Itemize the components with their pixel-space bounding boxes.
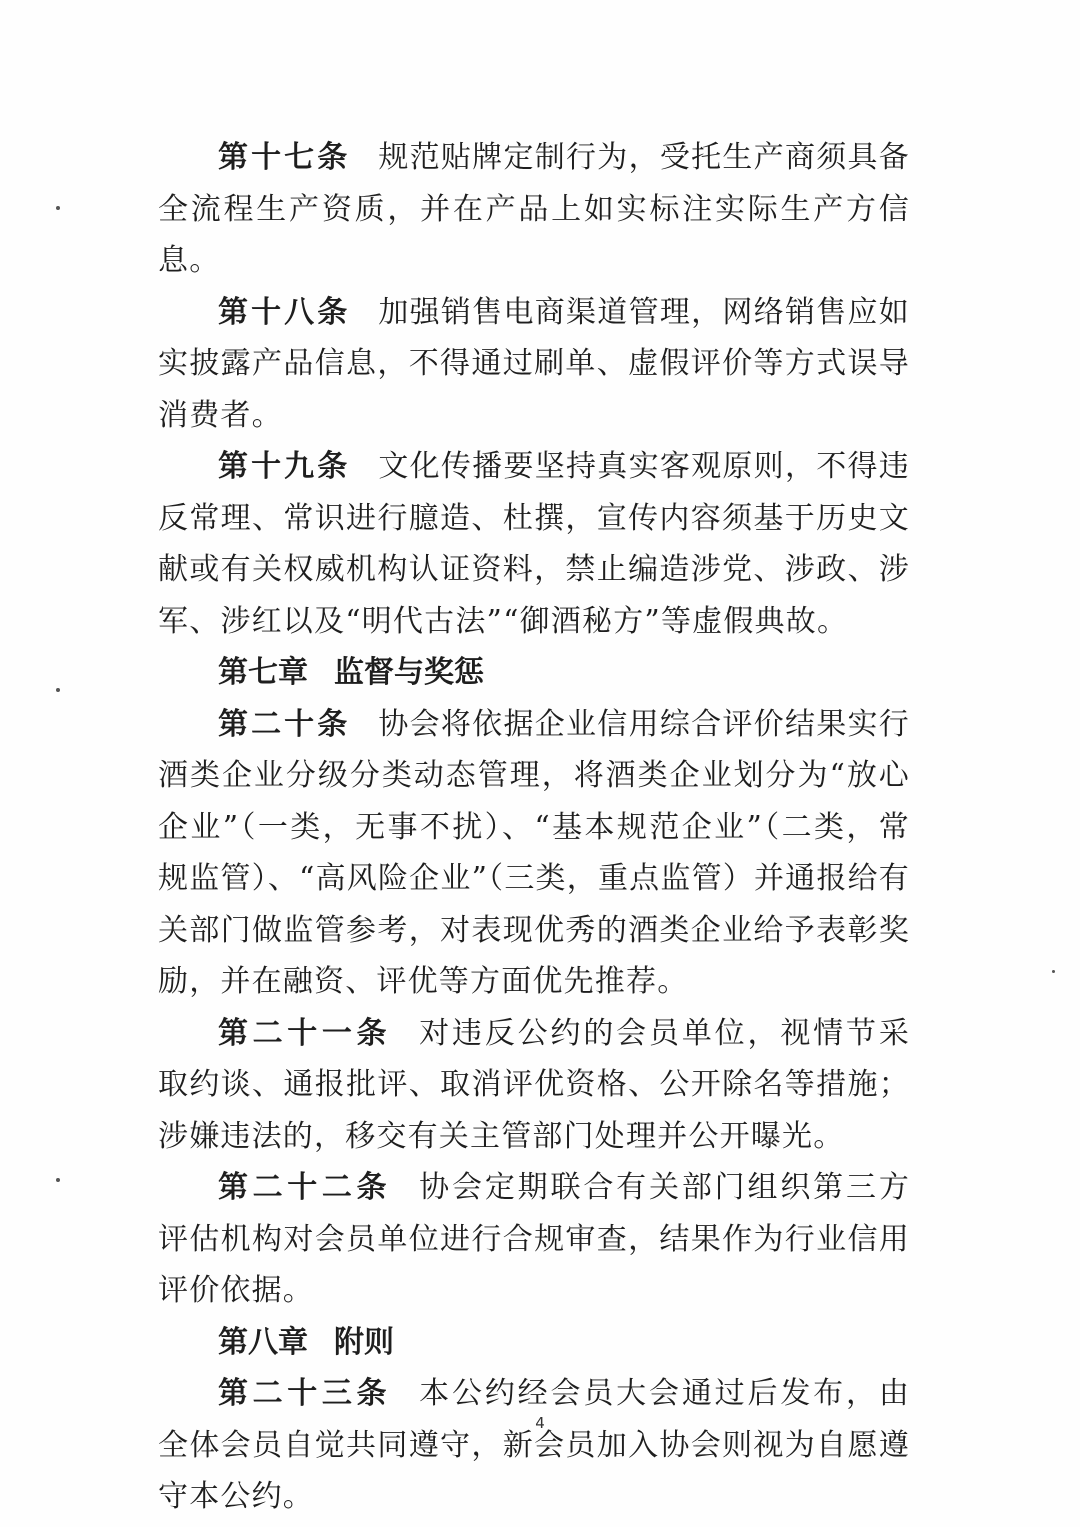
scan-speck (56, 1178, 60, 1182)
page-number: 4 (535, 1414, 545, 1432)
document-body (158, 132, 910, 1523)
article-23-heading: 第二十三条 (218, 1376, 392, 1411)
article-17-text: 规范贴牌定制行为，受托生产商须具备全流程生产资质，并在产品上如实标注实际生产方信息。 (158, 140, 911, 278)
article-17-heading: 第十七条 (218, 140, 351, 175)
article-18 (158, 287, 910, 442)
scan-speck (56, 688, 60, 692)
article-17 (158, 132, 910, 287)
article-23 (158, 1368, 910, 1523)
article-21-text: 对违反公约的会员单位，视情节采取约谈、通报批评、取消评优资格、公开除名等措施；涉嫌违法的，移交有关主管部门处理并公开曝光。 (158, 1015, 911, 1154)
scan-speck (1052, 970, 1055, 973)
article-18-text: 加强销售电商渠道管理，网络销售应如实披露产品信息，不得通过刷单、虚假评价等方式误导消费者。 (158, 294, 911, 433)
article-22-text: 协会定期联合有关部门组织第三方评估机构对会员单位进行合规审查，结果作为行业信用评价依据。 (158, 1170, 911, 1308)
scan-speck (56, 206, 60, 210)
chapter-7-heading (158, 647, 910, 699)
chapter-8-label: 第八章 (218, 1324, 308, 1360)
chapter-7-title: 监督与奖惩 (334, 655, 484, 690)
article-20 (158, 699, 910, 1008)
chapter-8-title: 附则 (334, 1324, 394, 1360)
article-20-heading: 第二十条 (218, 706, 351, 742)
article-19-text: 文化传播要坚持真实客观原则，不得违反常理、常识进行臆造、杜撰，宣传内容须基于历史文献或有关权威机构认证资料，禁止编造涉党、涉政、涉军、涉红以及“明代古法”“御酒秘方”等虚假典故。 (158, 449, 911, 639)
article-19 (158, 441, 910, 647)
article-20-text: 协会将依据企业信用综合评价结果实行酒类企业分级分类动态管理，将酒类企业划分为“放心企业”（一类，无事不扰）、“基本规范企业”（二类，常规监管）、“高风险企业”（三类，重点监管）并通报给有关部门做监管参考，对表现优秀的酒类企业给予表彰奖励，并在融资、评优等方面优先推荐。 (158, 706, 911, 999)
chapter-7-label: 第七章 (218, 655, 308, 690)
article-19-heading: 第十九条 (218, 449, 351, 484)
chapter-8-heading (158, 1317, 910, 1369)
article-21 (158, 1008, 910, 1163)
article-23-text: 本公约经会员大会通过后发布，由全体会员自觉共同遵守，新会员加入协会则视为自愿遵守本公约。 (158, 1376, 911, 1514)
article-22-heading: 第二十二条 (218, 1170, 392, 1205)
article-21-heading: 第二十一条 (218, 1015, 392, 1051)
article-18-heading: 第十八条 (218, 294, 351, 330)
article-22 (158, 1162, 910, 1317)
